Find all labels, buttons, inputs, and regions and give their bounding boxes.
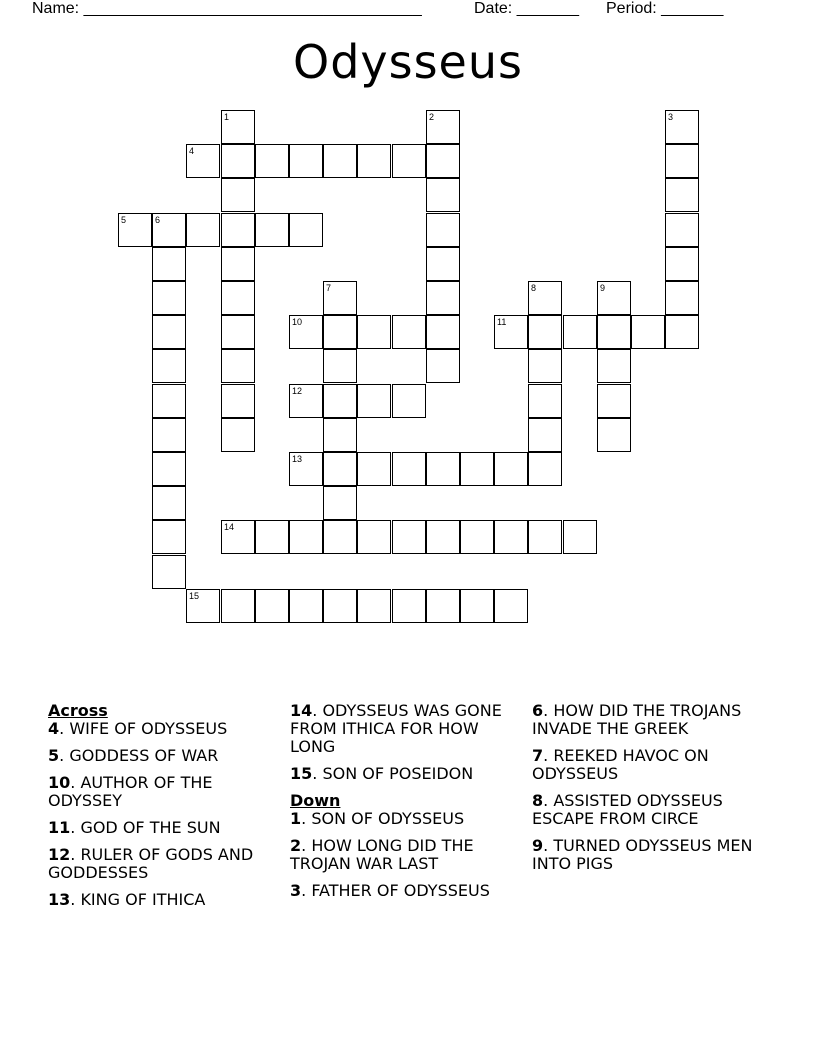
- grid-cell[interactable]: [221, 384, 255, 418]
- grid-cell[interactable]: [426, 520, 460, 554]
- grid-cell[interactable]: [357, 452, 391, 486]
- clue-number: 1: [224, 112, 230, 122]
- clue-across-15: 15. SON OF POSEIDON: [290, 764, 474, 783]
- grid-cell[interactable]: [357, 315, 391, 349]
- grid-cell[interactable]: [221, 213, 255, 247]
- grid-cell[interactable]: [221, 418, 255, 452]
- grid-cell[interactable]: [665, 247, 699, 281]
- grid-cell[interactable]: [665, 110, 699, 144]
- grid-cell[interactable]: [289, 315, 323, 349]
- grid-cell[interactable]: [152, 486, 186, 520]
- grid-cell[interactable]: [152, 384, 186, 418]
- grid-cell[interactable]: [357, 520, 391, 554]
- grid-cell[interactable]: [323, 418, 357, 452]
- grid-cell[interactable]: [323, 315, 357, 349]
- clue-number: 9: [600, 283, 606, 293]
- grid-cell[interactable]: [392, 520, 426, 554]
- grid-cell[interactable]: [665, 281, 699, 315]
- clue-number: 3: [668, 112, 674, 122]
- grid-cell[interactable]: [426, 213, 460, 247]
- grid-cell[interactable]: [323, 486, 357, 520]
- grid-cell[interactable]: [221, 315, 255, 349]
- grid-cell[interactable]: [494, 315, 528, 349]
- grid-cell[interactable]: [426, 144, 460, 178]
- grid-cell[interactable]: [597, 315, 631, 349]
- grid-cell[interactable]: [426, 452, 460, 486]
- clue-across-11: 11. GOD OF THE SUN: [48, 818, 221, 837]
- clue-number: 8: [531, 283, 537, 293]
- grid-cell[interactable]: [152, 247, 186, 281]
- grid-cell[interactable]: [255, 520, 289, 554]
- grid-cell[interactable]: [460, 452, 494, 486]
- clue-across-12: 12. RULER OF GODS AND GODDESSES: [48, 845, 254, 882]
- grid-cell[interactable]: [186, 589, 220, 623]
- grid-cell[interactable]: [563, 315, 597, 349]
- grid-cell[interactable]: [152, 349, 186, 383]
- clue-number: 14: [224, 522, 235, 532]
- grid-cell[interactable]: [528, 281, 562, 315]
- grid-cell[interactable]: [221, 110, 255, 144]
- grid-cell[interactable]: [426, 178, 460, 212]
- clue-column-3: [532, 702, 767, 882]
- grid-cell[interactable]: [255, 213, 289, 247]
- grid-cell[interactable]: [460, 589, 494, 623]
- grid-cell[interactable]: [289, 589, 323, 623]
- clue-number: 5: [121, 215, 127, 225]
- clue-column-1: [48, 702, 283, 918]
- grid-cell[interactable]: [563, 520, 597, 554]
- grid-cell[interactable]: [426, 349, 460, 383]
- grid-cell[interactable]: [357, 384, 391, 418]
- grid-cell[interactable]: [118, 213, 152, 247]
- grid-cell[interactable]: [392, 589, 426, 623]
- grid-cell[interactable]: [528, 520, 562, 554]
- grid-cell[interactable]: [528, 349, 562, 383]
- grid-cell[interactable]: [597, 281, 631, 315]
- grid-cell[interactable]: [460, 520, 494, 554]
- date-field[interactable]: Date: _______: [474, 0, 579, 17]
- grid-cell[interactable]: [323, 384, 357, 418]
- grid-cell[interactable]: [392, 315, 426, 349]
- puzzle-title: Odysseus: [293, 35, 523, 89]
- clue-across-4: 4. WIFE OF ODYSSEUS: [48, 719, 228, 738]
- grid-cell[interactable]: [494, 452, 528, 486]
- grid-cell[interactable]: [323, 520, 357, 554]
- grid-cell[interactable]: [323, 589, 357, 623]
- clue-across-14: 14. ODYSSEUS WAS GONE FROM ITHICA FOR HOW LONG: [290, 701, 502, 756]
- grid-cell[interactable]: [221, 589, 255, 623]
- clue-column-2: [290, 702, 525, 909]
- clue-down-9: 9. TURNED ODYSSEUS MEN INTO PIGS: [532, 836, 753, 873]
- grid-cell[interactable]: [152, 520, 186, 554]
- grid-cell[interactable]: [528, 315, 562, 349]
- clue-across-5: 5. GODDESS OF WAR: [48, 746, 219, 765]
- clue-down-8: 8. ASSISTED ODYSSEUS ESCAPE FROM CIRCE: [532, 791, 723, 828]
- grid-cell[interactable]: [221, 281, 255, 315]
- period-field[interactable]: Period: _______: [606, 0, 724, 17]
- clue-number: 2: [429, 112, 435, 122]
- grid-cell[interactable]: [152, 213, 186, 247]
- grid-cell[interactable]: [528, 452, 562, 486]
- across-heading: Across: [48, 701, 108, 720]
- grid-cell[interactable]: [494, 520, 528, 554]
- clue-down-6: 6. HOW DID THE TROJANS INVADE THE GREEK: [532, 701, 742, 738]
- grid-cell[interactable]: [323, 281, 357, 315]
- down-heading: Down: [290, 791, 341, 810]
- clue-down-3: 3. FATHER OF ODYSSEUS: [290, 881, 490, 900]
- grid-cell[interactable]: [392, 144, 426, 178]
- grid-cell[interactable]: [152, 418, 186, 452]
- grid-cell[interactable]: [597, 349, 631, 383]
- grid-cell[interactable]: [528, 384, 562, 418]
- grid-cell[interactable]: [665, 178, 699, 212]
- grid-cell[interactable]: [289, 144, 323, 178]
- grid-cell[interactable]: [426, 247, 460, 281]
- name-field[interactable]: Name: ______________________________________: [32, 0, 422, 17]
- grid-cell[interactable]: [255, 589, 289, 623]
- grid-cell[interactable]: [494, 589, 528, 623]
- grid-cell[interactable]: [357, 144, 391, 178]
- clue-number: 7: [326, 283, 332, 293]
- grid-cell[interactable]: [289, 213, 323, 247]
- clue-number: 13: [292, 454, 303, 464]
- grid-cell[interactable]: [665, 144, 699, 178]
- grid-cell[interactable]: [152, 281, 186, 315]
- grid-cell[interactable]: [665, 315, 699, 349]
- grid-cell[interactable]: [426, 110, 460, 144]
- clue-list: [0, 702, 816, 1022]
- clue-across-10: 10. AUTHOR OF THE ODYSSEY: [48, 773, 213, 810]
- grid-cell[interactable]: [255, 144, 289, 178]
- grid-cell[interactable]: [152, 315, 186, 349]
- clue-down-1: 1. SON OF ODYSSEUS: [290, 809, 465, 828]
- grid-cell[interactable]: [221, 520, 255, 554]
- grid-cell[interactable]: [357, 589, 391, 623]
- grid-cell[interactable]: [289, 520, 323, 554]
- grid-cell[interactable]: [426, 589, 460, 623]
- grid-cell[interactable]: [152, 452, 186, 486]
- grid-cell[interactable]: [392, 384, 426, 418]
- grid-cell[interactable]: [323, 349, 357, 383]
- grid-cell[interactable]: [152, 555, 186, 589]
- clue-number: 12: [292, 386, 303, 396]
- grid-cell[interactable]: [289, 452, 323, 486]
- grid-cell[interactable]: [665, 213, 699, 247]
- grid-cell[interactable]: [323, 452, 357, 486]
- grid-cell[interactable]: [186, 213, 220, 247]
- clue-across-13: 13. KING OF ITHICA: [48, 890, 206, 909]
- clue-down-2: 2. HOW LONG DID THE TROJAN WAR LAST: [290, 836, 474, 873]
- clue-number: 11: [497, 317, 507, 327]
- grid-cell[interactable]: [221, 247, 255, 281]
- clue-number: 6: [155, 215, 161, 225]
- grid-cell[interactable]: [597, 418, 631, 452]
- grid-cell[interactable]: [186, 144, 220, 178]
- grid-cell[interactable]: [323, 144, 357, 178]
- clue-number: 10: [292, 317, 303, 327]
- clue-down-7: 7. REEKED HAVOC ON ODYSSEUS: [532, 746, 709, 783]
- grid-cell[interactable]: [426, 281, 460, 315]
- grid-cell[interactable]: [221, 144, 255, 178]
- grid-cell[interactable]: [426, 315, 460, 349]
- grid-cell[interactable]: [392, 452, 426, 486]
- grid-cell[interactable]: [221, 349, 255, 383]
- grid-cell[interactable]: [528, 418, 562, 452]
- grid-cell[interactable]: [221, 178, 255, 212]
- clue-number: 15: [189, 591, 200, 601]
- grid-cell[interactable]: [631, 315, 665, 349]
- grid-cell[interactable]: [289, 384, 323, 418]
- clue-number: 4: [189, 146, 195, 156]
- grid-cell[interactable]: [597, 384, 631, 418]
